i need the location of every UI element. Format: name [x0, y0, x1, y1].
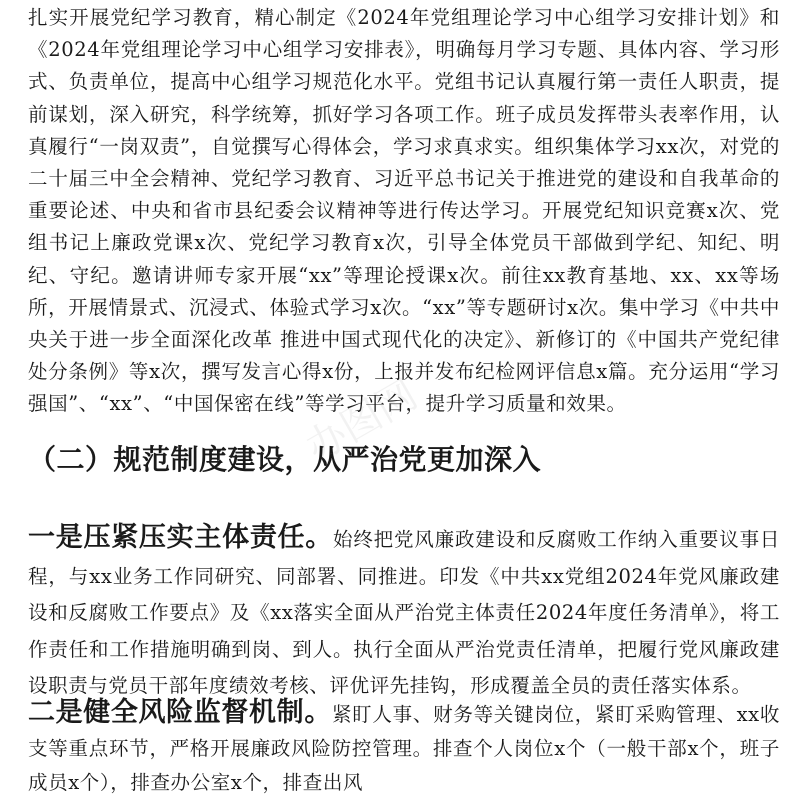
watermark: 办图网 [298, 371, 426, 472]
item-lead-title: 二是健全风险监督机制。 [28, 697, 332, 728]
body-paragraph-main-responsibility [28, 520, 780, 705]
item-body-text: 紧盯人事、财务等关键岗位，紧盯采购管理、xx收支等重点环节，严格开展廉政风险防控管理。排查个人岗位x个（一般干部x个，班子成员x个），排查办公室x个，排查出风 [28, 703, 781, 794]
item-lead-title: 一是压紧压实主体责任。 [28, 522, 334, 553]
section-heading: （二）规范制度建设，从严治党更加深入 [28, 443, 542, 476]
body-paragraph-party-discipline-study: 扎实开展党纪学习教育，精心制定《2024年党组理论学习中心组学习安排计划》和《2024年党组理论学习中心组学习安排表》，明确每月学习专题、具体内容、学习形式、负责单位，提高中心组学习规范化水平。党组书记认真履行第一责任人职责，提前谋划，深入研究，科学统筹，抓好学习各项工作。班子成员发挥带头表率作用，认真履行“一岗双责”，自觉撰写心得体会，学习求真求实。组织集体学习xx次，对党的二十届三中全会精神、党纪学习教育、习近平总书记关于推进党的建设和自我革命的重要论述、中央和省市县纪委会议精神等进行传达学习。开展党纪知识竞赛x次、党组书记上廉政党课x次、党纪学习教育x次，引导全体党员干部做到学纪、知纪、明纪、守纪。邀请讲师专家开展“xx”等理论授课x次。前往xx教育基地、xx、xx等场所，开展情景式、沉浸式、体验式学习x次。“xx”等专题研讨x次。集中学习《中共中央关于进一步全面深化改革 推进中国式现代化的决定》、新修订的《中国共产党纪律处分条例》等x次，撰写发言心得x份，上报并发布纪检网评信息x篇。充分运用“学习强国”、“xx”、“中国保密在线”等学习平台，提升学习质量和效果。 [28, 6, 780, 416]
body-paragraph-risk-supervision [28, 696, 780, 800]
item-body-text: 始终把党风廉政建设和反腐败工作纳入重要议事日程，与xx业务工作同研究、同部署、同推进。印发《中共xx党组2024年党风廉政建设和反腐败工作要点》及《xx落实全面从严治党主体责任2024年度任务清单》，将工作责任和工作措施明确到岗、到人。执行全面从严治党责任清单，把履行党风廉政建设职责与党员干部年度绩效考核、评优评先挂钩，形成覆盖全员的责任落实体系。 [28, 528, 781, 697]
